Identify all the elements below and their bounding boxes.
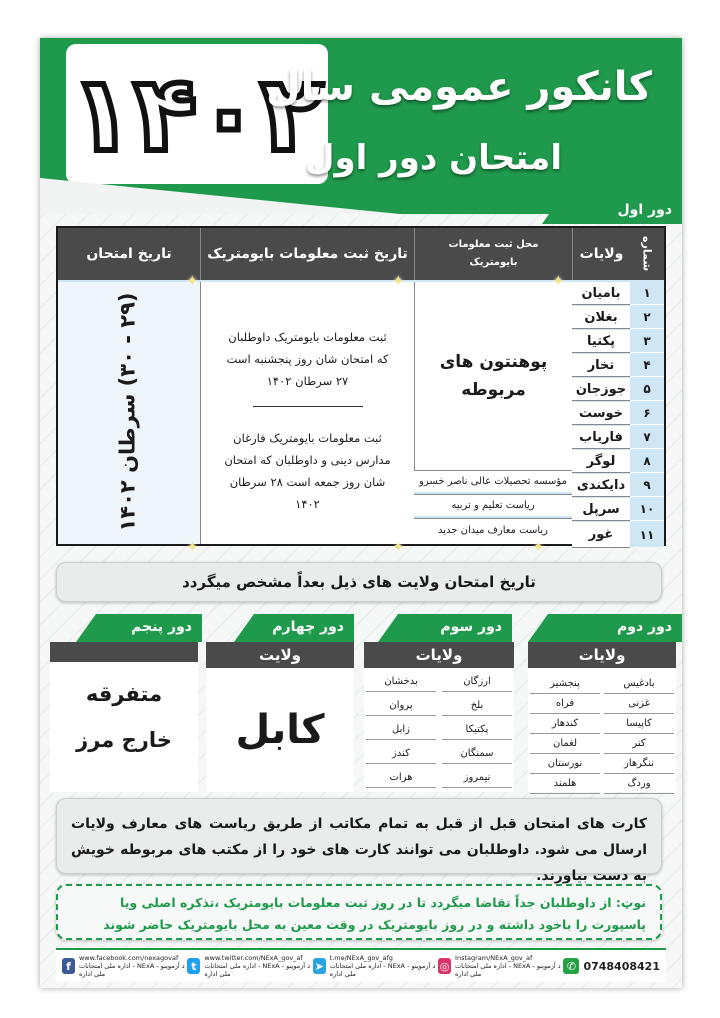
footer-phone[interactable]: [563, 958, 660, 974]
header-exam-date: تاریخ امتحان: [58, 228, 200, 280]
exam-date-value: (۲۹ - ۳۰) سرطان ۱۴۰۲: [116, 292, 141, 532]
bio-date-cell: [200, 282, 414, 544]
location-main: پوهنتون های مربوطه: [439, 352, 548, 400]
round2-province-cell: غزنی: [604, 694, 674, 714]
round5-table: [50, 642, 198, 792]
round2-province-cell: کندهار: [530, 714, 600, 734]
round2-header: ولایات: [528, 642, 676, 668]
year-text: ۱۴۰۲: [70, 53, 324, 175]
row-province: دایکندی: [572, 474, 630, 497]
row-number: ۹: [630, 474, 664, 497]
telegram-link[interactable]: t.me/NExA_gov_afg: [329, 954, 393, 962]
row-province: غور: [572, 522, 630, 548]
facebook-icon: f: [62, 958, 75, 974]
row-province: تخار: [572, 354, 630, 377]
row-number: ۲: [630, 306, 664, 329]
row-number: ۴: [630, 354, 664, 377]
location-special-2: ریاست تعلیم و تربیه: [414, 494, 572, 516]
round2-province-cell: هلمند: [530, 774, 600, 794]
round3-province-cell: هرات: [366, 768, 436, 788]
round3-province-cell: پکتیکا: [442, 720, 512, 740]
page-subtitle: امتحان دور اول: [305, 138, 562, 178]
round4-table: [206, 642, 354, 792]
footer-instagram[interactable]: [438, 954, 563, 978]
round2-province-cell: کاپیسا: [604, 714, 674, 734]
footer-sub: اداره ملی امتحانات - NExA - د آزموینو ملی اداره: [455, 962, 561, 978]
exam-date-cell: [58, 282, 200, 544]
round5-tag: دور پنجم: [96, 614, 202, 642]
round5-header: [50, 642, 198, 662]
row-number: ۶: [630, 402, 664, 425]
round2-province-cell: فراه: [530, 694, 600, 714]
facebook-link[interactable]: www.facebook.com/nexagovaf: [78, 954, 179, 962]
footer: [56, 950, 666, 982]
row-province: بغلان: [572, 306, 630, 329]
header-province: ولایات: [572, 228, 630, 280]
round2-province-cell: نورستان: [530, 754, 600, 774]
exam-date-wrap: [108, 292, 148, 532]
header-bio-date: تاریخ ثبت معلومات بایومتریک: [200, 228, 414, 280]
row-number: ۳: [630, 330, 664, 353]
star-icon: ✦: [532, 538, 545, 556]
province-row: [572, 474, 664, 498]
poster: [40, 38, 682, 988]
round2-tag: دور دوم: [548, 614, 682, 642]
round3-province-cell: بدخشان: [366, 672, 436, 692]
instagram-link[interactable]: Instagram/NExA_gov_af: [455, 954, 533, 962]
round3-table: [364, 642, 514, 792]
phone-icon: ✆: [563, 958, 579, 974]
round2-table: [528, 642, 676, 792]
footer-sub: اداره ملی امتحانات - NExA - د آزموینو ملی اداره: [204, 962, 310, 978]
round4-value: کابل: [235, 707, 325, 753]
footer-sub: اداره ملی امتحانات - NExA - د آزموینو ملی اداره: [329, 962, 436, 978]
cards-note: کارت های امتحان قبل از قبل به تمام مکاتب از طریق ریاست های معارف ولایات ارسال می شود. داوطلبان می توانند کارت های خود را از مکتب های مربوطه خویش به دست بیاورند.: [56, 798, 662, 874]
round3-province-cell: نیمروز: [442, 768, 512, 788]
round2-province-cell: کنر: [604, 734, 674, 754]
location-special-1: مؤسسه تحصیلات عالی ناصر خسرو: [414, 470, 572, 492]
row-province: بامیان: [572, 282, 630, 305]
province-row: [572, 306, 664, 330]
round1-table: [56, 226, 666, 546]
twitter-link[interactable]: www.twitter.com/NExA_gov_af: [204, 954, 303, 962]
row-number: ۵: [630, 378, 664, 401]
row-province: سرپل: [572, 498, 630, 521]
star-icon: ✦: [392, 272, 405, 290]
round3-tag: دور سوم: [398, 614, 512, 642]
star-icon: ✦: [552, 272, 565, 290]
province-row: [572, 522, 664, 548]
phone-number[interactable]: 0748408421: [583, 959, 660, 973]
round4-header: ولایت: [206, 642, 354, 668]
header-location: محل ثبت معلومات بایومتریک: [414, 228, 572, 280]
round2-province-cell: پنجشیر: [530, 674, 600, 694]
remark-note: نوټ: از داوطلبان جداً تقاضا میگردد تا در روز ثبت معلومات بایومتریک ،تذکره اصلی ویا پاسپورت را باخود داشته و در روز بایومتریک در وقت معین به محل بایومتریک حاضر شوند: [56, 884, 662, 940]
row-number: ۸: [630, 450, 664, 473]
round1-tag: دور اول: [560, 198, 682, 224]
divider: [253, 406, 363, 407]
header-number: شماره: [630, 228, 664, 280]
province-row: [572, 354, 664, 378]
row-province: لوگر: [572, 450, 630, 473]
round2-province-cell: ننگرهار: [604, 754, 674, 774]
province-row: [572, 378, 664, 402]
twitter-icon: t: [187, 958, 200, 974]
announce-bar: تاریخ امتحان ولایت های ذیل بعداً مشخص میگردد: [56, 562, 662, 602]
round5-line2: خارج مرز: [76, 728, 172, 752]
row-number: ۱۰: [630, 498, 664, 521]
footer-telegram[interactable]: [313, 954, 438, 978]
round2-province-cell: لغمان: [530, 734, 600, 754]
province-row: [572, 498, 664, 522]
star-icon: ✦: [392, 538, 405, 556]
province-row: [572, 402, 664, 426]
province-row: [572, 426, 664, 450]
round2-province-cell: بادغیس: [604, 674, 674, 694]
round2-province-cell: وردگ: [604, 774, 674, 794]
round3-province-cell: کندز: [366, 744, 436, 764]
province-row: [572, 282, 664, 306]
footer-facebook[interactable]: [62, 954, 187, 978]
row-province: جوزجان: [572, 378, 630, 401]
bio-note-2: ثبت معلومات بایومتریک فارغان مدارس دینی و داوطلبان که امتحان شان روز جمعه است ۲۸ سرطان ۱۴۰۲: [224, 431, 391, 511]
round4-tag: دور چهارم: [254, 614, 354, 642]
round3-header: ولایات: [364, 642, 514, 668]
location-special-3: ریاست معارف میدان جدید: [414, 518, 572, 544]
page-title: کانکور عمومی سال: [265, 64, 652, 110]
row-province: پکتیا: [572, 330, 630, 353]
row-number: ۱۱: [630, 522, 664, 548]
row-province: خوست: [572, 402, 630, 425]
star-icon: ✦: [186, 538, 199, 556]
round3-province-cell: بلخ: [442, 696, 512, 716]
footer-twitter[interactable]: [187, 954, 312, 978]
row-number: ۱: [630, 282, 664, 305]
row-number: ۷: [630, 426, 664, 449]
telegram-icon: ➤: [314, 959, 324, 973]
round3-province-cell: سمنگان: [442, 744, 512, 764]
province-row: [572, 330, 664, 354]
round3-province-cell: ارزگان: [442, 672, 512, 692]
round3-province-cell: پروان: [366, 696, 436, 716]
location-main-cell: [414, 282, 572, 470]
round3-province-cell: زابل: [366, 720, 436, 740]
round5-line1: متفرقه: [85, 682, 163, 706]
star-icon: ✦: [186, 272, 199, 290]
instagram-icon: ◎: [439, 959, 450, 973]
bio-note-1: ثبت معلومات بایومتریک داوطلبان که امتحان شان روز پنجشنبه است ۲۷ سرطان ۱۴۰۲: [226, 330, 389, 388]
footer-sub: اداره ملی امتحانات - NExA - د آزموینو ملی اداره: [78, 962, 185, 978]
province-row: [572, 450, 664, 474]
row-province: فاریاب: [572, 426, 630, 449]
header-cut: [40, 178, 400, 214]
